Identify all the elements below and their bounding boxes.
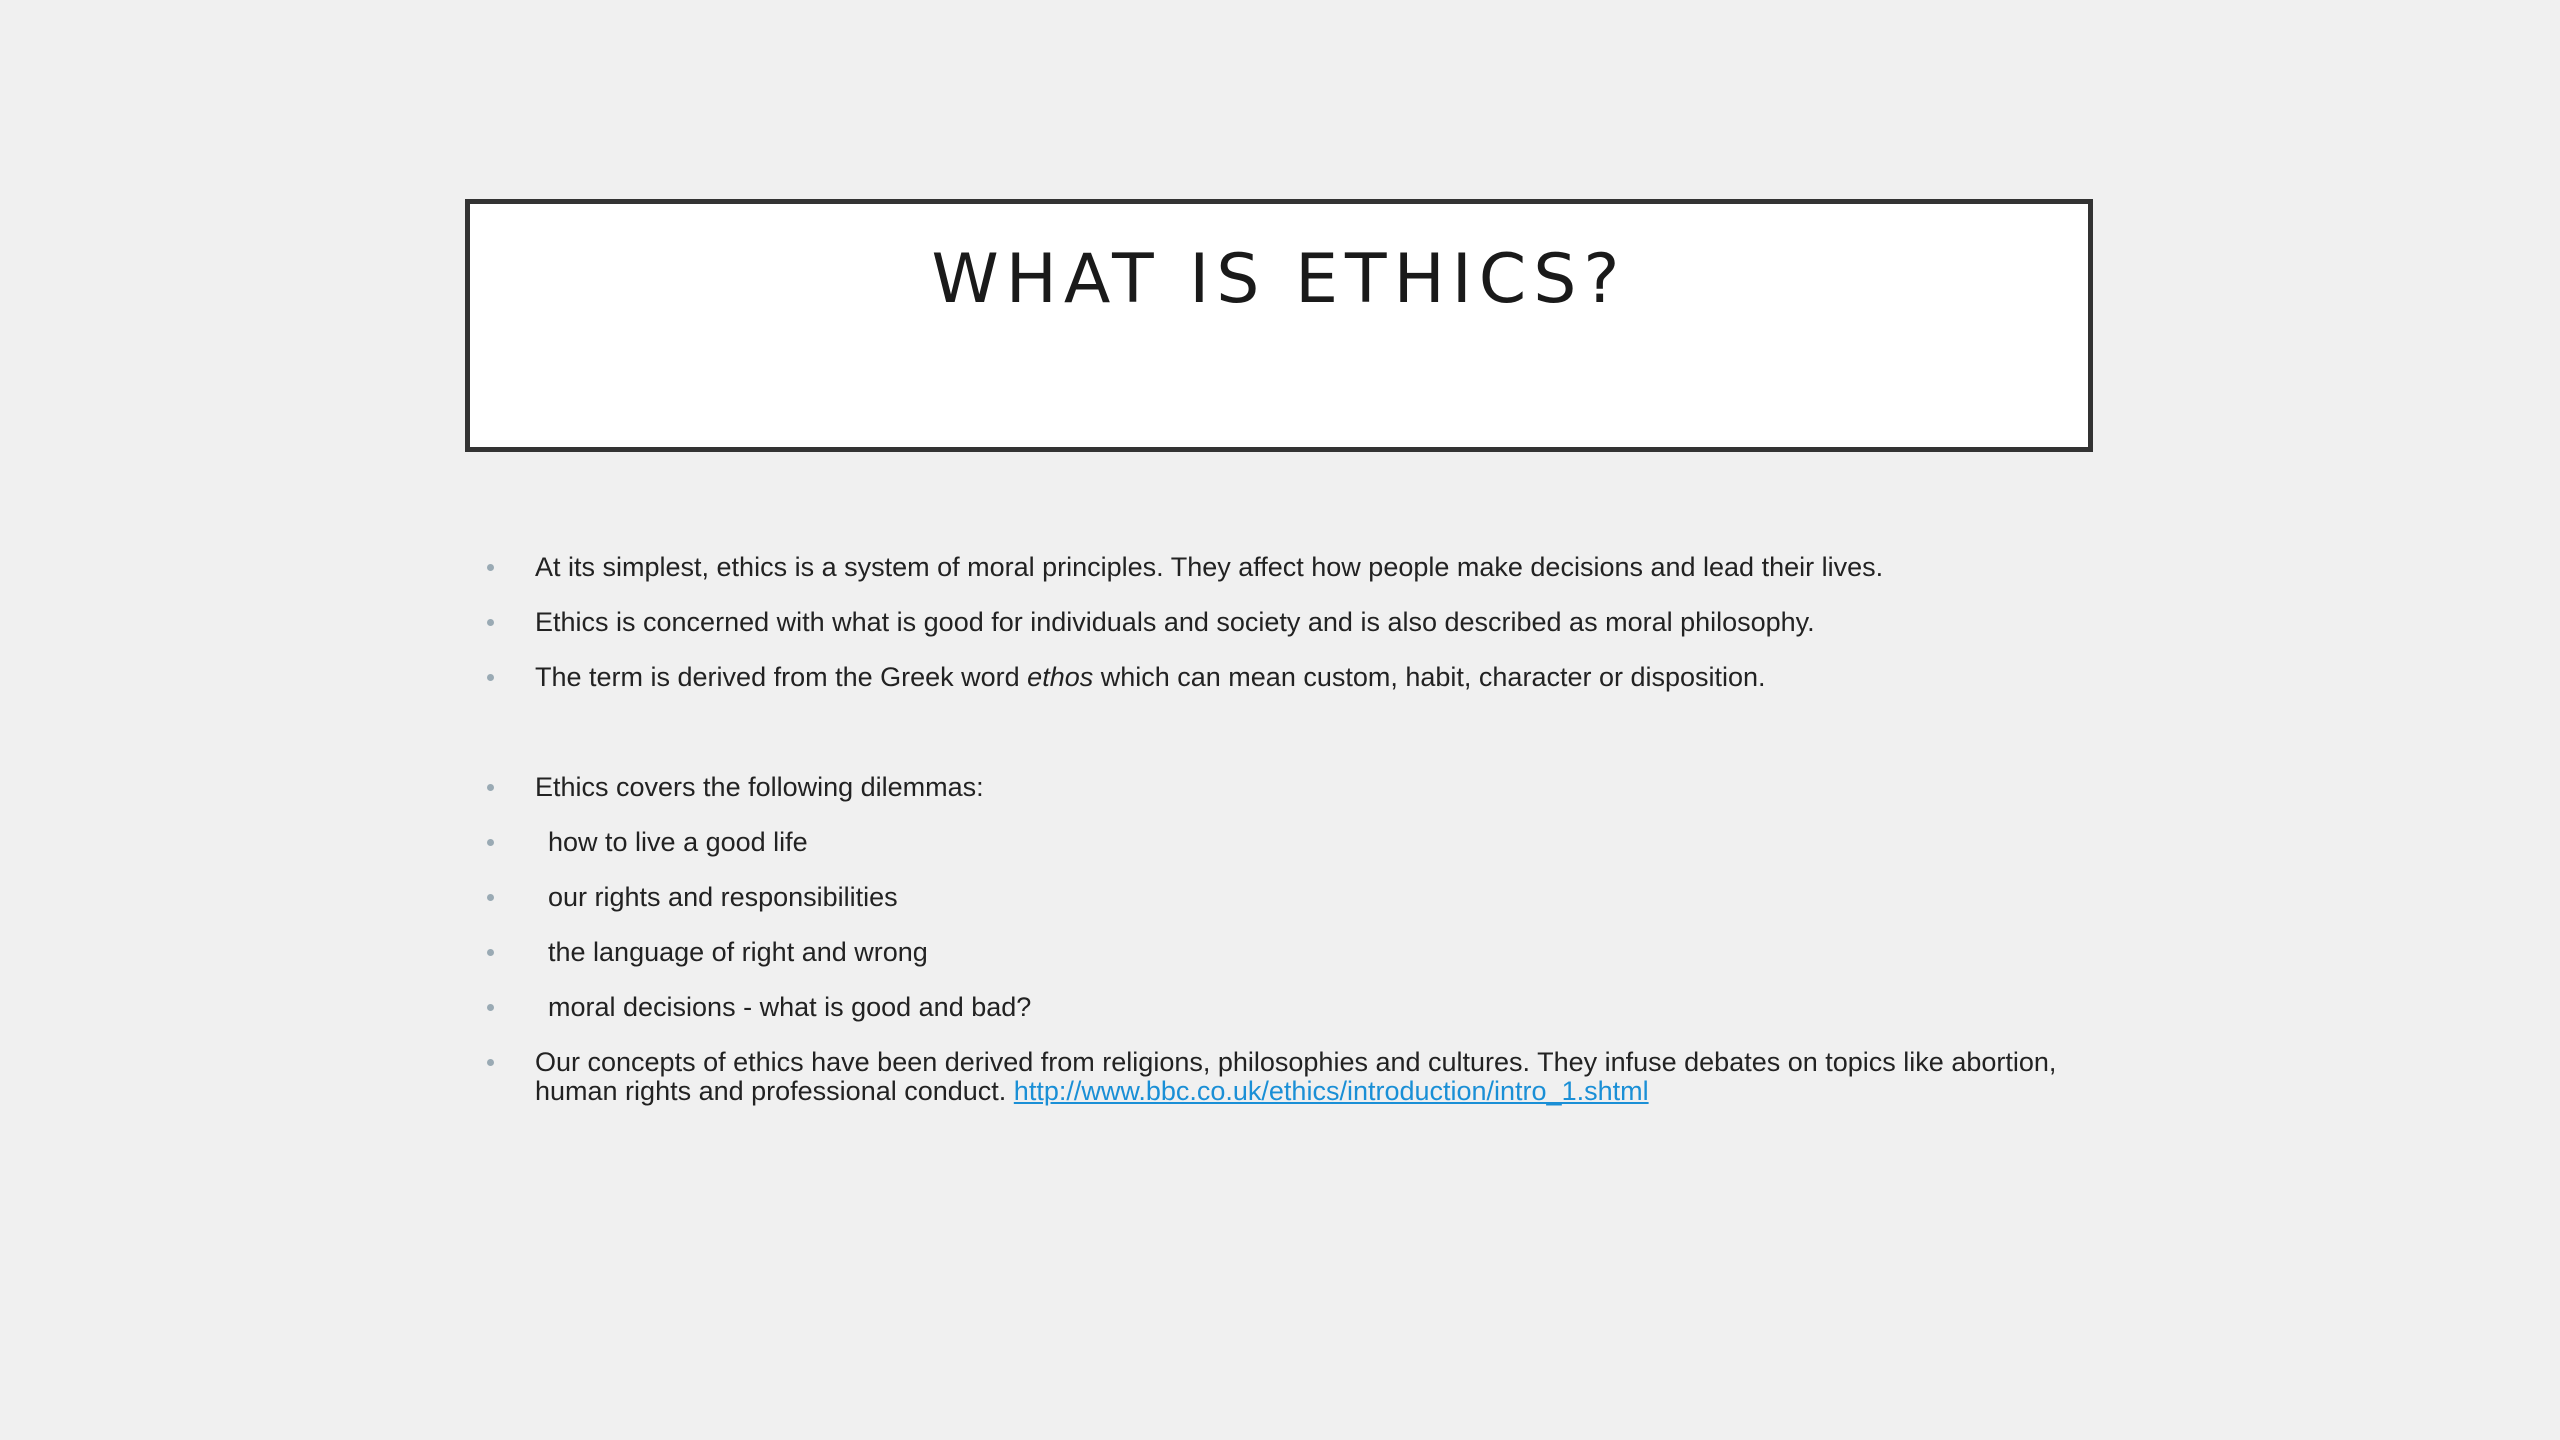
list-item — [480, 663, 2100, 692]
list-item — [480, 608, 2100, 637]
list-item — [480, 1048, 2100, 1106]
bullet-dot-icon — [487, 674, 494, 681]
list-item — [480, 883, 2100, 912]
title-box — [465, 199, 2093, 452]
bullet-dot-icon — [487, 564, 494, 571]
bullet-dot-icon — [487, 894, 494, 901]
bullet-dot-icon — [487, 949, 494, 956]
list-item — [480, 993, 2100, 1022]
bullet-dot-icon — [487, 1004, 494, 1011]
list-item — [480, 828, 2100, 857]
bbc-ethics-link[interactable]: http://www.bbc.co.uk/ethics/introduction/intro_1.shtml — [1013, 1076, 1649, 1106]
text-segment: Our concepts of ethics have been derived from religions, philosophies and cultures. They infuse debates on topics like abortion, human rights and professional conduct. — [535, 1047, 2057, 1106]
text-segment: The term is derived from the Greek word — [535, 662, 1028, 692]
list-item — [480, 938, 2100, 967]
list-item-text: At its simplest, ethics is a system of moral principles. They affect how people make decisions and lead their lives. — [535, 552, 1884, 582]
bullet-dot-icon — [487, 784, 494, 791]
bullet-list — [480, 553, 2100, 1132]
list-item — [480, 553, 2100, 582]
bullet-dot-icon — [487, 839, 494, 846]
bullet-dot-icon — [487, 619, 494, 626]
list-item — [480, 773, 2100, 802]
list-item-text — [535, 662, 1766, 692]
list-item-text: moral decisions - what is good and bad? — [548, 992, 1032, 1022]
list-item-text: Ethics is concerned with what is good for individuals and society and is also described as moral philosophy. — [535, 607, 1815, 637]
list-item-text: the language of right and wrong — [548, 937, 928, 967]
list-item-text: our rights and responsibilities — [548, 882, 898, 912]
list-item-text — [535, 1047, 2056, 1106]
list-item-text: how to live a good life — [548, 827, 808, 857]
text-segment: which can mean custom, habit, character or disposition. — [1093, 662, 1766, 692]
slide-title: WHAT IS ETHICS? — [931, 240, 1627, 319]
italic-term: ethos — [1027, 662, 1094, 692]
list-item-text: Ethics covers the following dilemmas: — [535, 772, 984, 802]
bullet-dot-icon — [487, 1059, 494, 1066]
